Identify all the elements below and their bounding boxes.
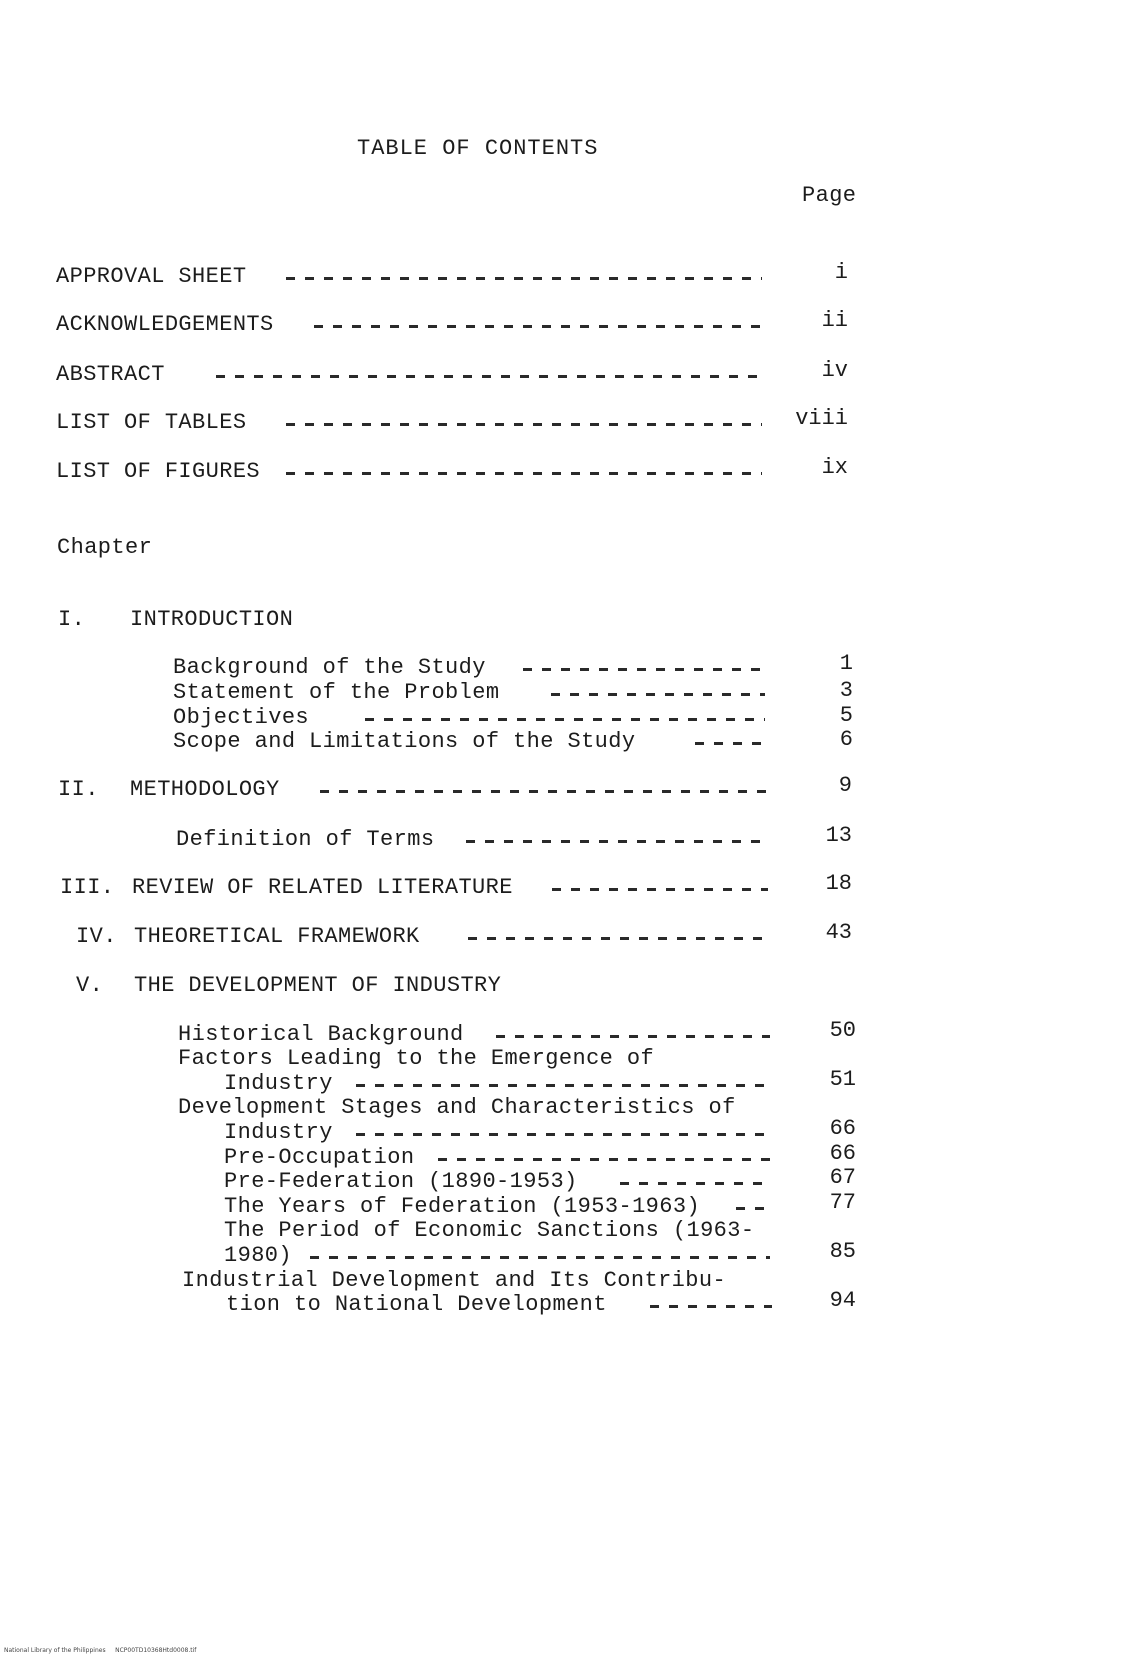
entry-label: ABSTRACT bbox=[56, 362, 165, 387]
entry-label: APPROVAL SHEET bbox=[56, 264, 247, 289]
entry-page: 13 bbox=[825, 823, 852, 848]
leader-dots bbox=[551, 693, 765, 696]
chapter-number: IV. bbox=[76, 924, 117, 949]
entry-label: Pre-Occupation bbox=[224, 1145, 415, 1170]
toc-chapter-theoretical-framework[interactable] bbox=[76, 920, 866, 950]
entry-label: Industry bbox=[224, 1071, 333, 1096]
toc-entry-years-of-federation[interactable] bbox=[224, 1190, 868, 1220]
toc-entry-objectives[interactable] bbox=[173, 705, 863, 731]
entry-page: 66 bbox=[829, 1141, 856, 1166]
entry-page: 5 bbox=[839, 703, 853, 728]
leader-dots bbox=[552, 888, 768, 891]
leader-dots bbox=[695, 742, 765, 745]
toc-entry-list-of-figures[interactable] bbox=[56, 455, 856, 485]
entry-label: Statement of the Problem bbox=[173, 680, 500, 705]
entry-page: iv bbox=[821, 358, 848, 383]
leader-dots bbox=[620, 1182, 770, 1185]
toc-entry-abstract[interactable] bbox=[56, 358, 856, 388]
toc-entry-background[interactable] bbox=[173, 651, 863, 681]
entry-label: 1980) bbox=[224, 1243, 293, 1268]
chapter-title: REVIEW OF RELATED LITERATURE bbox=[132, 875, 513, 900]
entry-page: 94 bbox=[829, 1288, 856, 1313]
entry-page: 3 bbox=[839, 678, 853, 703]
toc-entry-acknowledgements[interactable] bbox=[56, 308, 856, 338]
toc-entry-factors[interactable] bbox=[178, 1046, 868, 1072]
leader-dots bbox=[286, 472, 762, 475]
entry-label: LIST OF FIGURES bbox=[56, 459, 261, 484]
toc-entry-pre-federation[interactable] bbox=[224, 1165, 868, 1195]
scan-footer: National Library of the Philippines NCP00TD10368Htd0008.tif bbox=[4, 1647, 197, 1654]
chapter-number: I. bbox=[58, 607, 86, 632]
toc-chapter-review-literature[interactable] bbox=[60, 871, 866, 901]
entry-page: 6 bbox=[839, 727, 853, 752]
leader-dots bbox=[496, 1035, 770, 1038]
toc-entry-economic-sanctions[interactable] bbox=[224, 1218, 868, 1244]
entry-label: Development Stages and Characteristics of bbox=[178, 1095, 736, 1120]
leader-dots bbox=[314, 325, 762, 328]
chapter-title: THEORETICAL FRAMEWORK bbox=[134, 924, 420, 949]
leader-dots bbox=[365, 718, 765, 721]
chapter-number: III. bbox=[60, 875, 115, 900]
entry-label: Industrial Development and Its Contribu- bbox=[182, 1268, 727, 1293]
entry-label: ACKNOWLEDGEMENTS bbox=[56, 312, 274, 337]
chapter-number: V. bbox=[76, 973, 104, 998]
entry-page: i bbox=[834, 260, 848, 285]
entry-page: 9 bbox=[838, 773, 852, 798]
entry-label: Objectives bbox=[173, 705, 310, 730]
leader-dots bbox=[438, 1158, 770, 1161]
toc-entry-economic-sanctions-cont[interactable] bbox=[224, 1239, 868, 1269]
entry-label: The Period of Economic Sanctions (1963- bbox=[224, 1218, 755, 1243]
toc-entry-industrial-development-cont[interactable] bbox=[226, 1288, 870, 1318]
chapter-title[interactable]: INTRODUCTION bbox=[130, 607, 294, 632]
chapter-title[interactable]: THE DEVELOPMENT OF INDUSTRY bbox=[134, 973, 502, 998]
chapter-label: Chapter bbox=[57, 535, 153, 560]
entry-page: 1 bbox=[839, 651, 853, 676]
entry-page: 51 bbox=[829, 1067, 856, 1092]
leader-dots bbox=[468, 937, 768, 940]
entry-page: 66 bbox=[829, 1116, 856, 1141]
entry-page: ii bbox=[821, 308, 848, 333]
entry-page: 67 bbox=[829, 1165, 856, 1190]
leader-dots bbox=[216, 375, 762, 378]
leader-dots bbox=[523, 668, 765, 671]
entry-page: 18 bbox=[825, 871, 852, 896]
leader-dots bbox=[356, 1084, 770, 1087]
toc-entry-factors-cont[interactable] bbox=[224, 1067, 868, 1097]
entry-page: 77 bbox=[829, 1190, 856, 1215]
entry-label: Pre-Federation (1890-1953) bbox=[224, 1169, 578, 1194]
chapter-title: METHODOLOGY bbox=[130, 777, 280, 802]
entry-label: Scope and Limitations of the Study bbox=[173, 729, 636, 754]
entry-label: tion to National Development bbox=[226, 1292, 607, 1317]
toc-entry-industrial-development[interactable] bbox=[182, 1268, 872, 1294]
entry-label: The Years of Federation (1953-1963) bbox=[224, 1194, 701, 1219]
toc-entry-statement-of-problem[interactable] bbox=[173, 680, 863, 706]
leader-dots bbox=[356, 1133, 770, 1136]
entry-label: Definition of Terms bbox=[176, 827, 435, 852]
entry-label: Industry bbox=[224, 1120, 333, 1145]
toc-chapter-methodology[interactable] bbox=[58, 773, 864, 803]
chapter-number: II. bbox=[58, 777, 99, 802]
entry-label: LIST OF TABLES bbox=[56, 410, 247, 435]
toc-entry-development-stages[interactable] bbox=[178, 1095, 868, 1121]
toc-title: TABLE OF CONTENTS bbox=[357, 136, 599, 161]
leader-dots bbox=[310, 1256, 770, 1259]
toc-entry-pre-occupation[interactable] bbox=[224, 1141, 868, 1171]
page-column-label: Page bbox=[802, 183, 857, 208]
leader-dots bbox=[286, 423, 762, 426]
leader-dots bbox=[320, 790, 768, 793]
entry-label: Factors Leading to the Emergence of bbox=[178, 1046, 655, 1071]
leader-dots bbox=[650, 1305, 772, 1308]
toc-entry-approval-sheet[interactable] bbox=[56, 260, 856, 290]
entry-page: 43 bbox=[825, 920, 852, 945]
toc-entry-definition-of-terms[interactable] bbox=[176, 823, 866, 853]
leader-dots bbox=[286, 277, 762, 280]
entry-page: 85 bbox=[829, 1239, 856, 1264]
toc-entry-scope-limitations[interactable] bbox=[173, 729, 863, 755]
entry-page: ix bbox=[821, 455, 848, 480]
leader-dots bbox=[736, 1207, 770, 1210]
toc-entry-historical-background[interactable] bbox=[178, 1018, 868, 1048]
entry-page: viii bbox=[795, 406, 848, 431]
entry-label: Background of the Study bbox=[173, 655, 486, 680]
toc-entry-list-of-tables[interactable] bbox=[56, 406, 856, 436]
entry-label: Historical Background bbox=[178, 1022, 464, 1047]
leader-dots bbox=[466, 840, 768, 843]
toc-entry-development-stages-cont[interactable] bbox=[224, 1116, 868, 1146]
entry-page: 50 bbox=[829, 1018, 856, 1043]
